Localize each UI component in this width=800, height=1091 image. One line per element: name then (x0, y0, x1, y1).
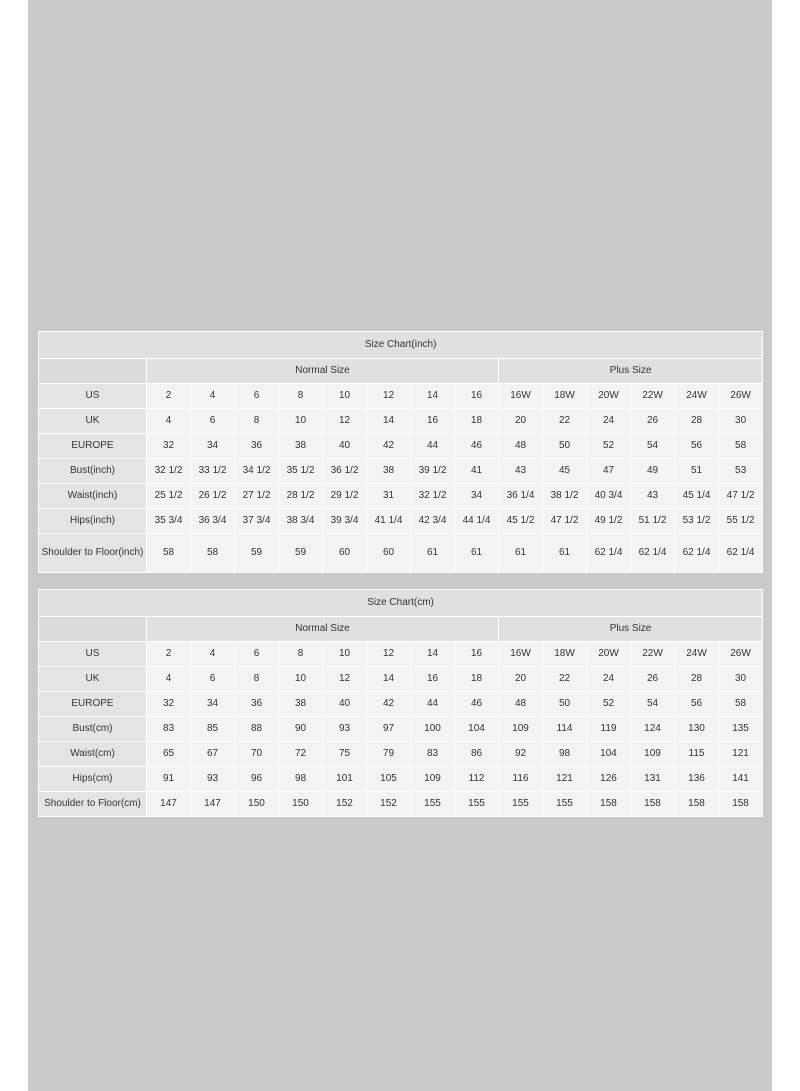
table-cell: 155 (455, 792, 499, 817)
table-cell: 28 (675, 667, 719, 692)
table-row (39, 484, 763, 509)
group-header: Plus Size (499, 359, 763, 384)
table-cell: 12 (367, 642, 411, 667)
table-cell: 54 (631, 692, 675, 717)
table-cell: 40 (323, 434, 367, 459)
table-cell: 44 (411, 434, 455, 459)
table-cell: 56 (675, 434, 719, 459)
row-label: US (39, 384, 147, 409)
table-cell: 8 (235, 667, 279, 692)
table-cell: 104 (587, 742, 631, 767)
table-cell: 51 (675, 459, 719, 484)
table-cell: 46 (455, 434, 499, 459)
row-label: Waist(inch) (39, 484, 147, 509)
table-row (39, 434, 763, 459)
table-cell: 93 (191, 767, 235, 792)
table-cell: 86 (455, 742, 499, 767)
table-cell: 16 (455, 384, 499, 409)
table-cell: 16W (499, 642, 543, 667)
table-cell: 39 1/2 (411, 459, 455, 484)
table-cell: 43 (499, 459, 543, 484)
group-header: Normal Size (147, 359, 499, 384)
table-cell: 83 (411, 742, 455, 767)
table-cell: 109 (411, 767, 455, 792)
table-cell: 97 (367, 717, 411, 742)
table-cell: 83 (147, 717, 191, 742)
table-cell: 34 (191, 434, 235, 459)
table-cell: 27 1/2 (235, 484, 279, 509)
table-cell: 10 (279, 409, 323, 434)
table-cell: 8 (279, 384, 323, 409)
table-cell: 136 (675, 767, 719, 792)
table-cell: 155 (499, 792, 543, 817)
table-cell: 93 (323, 717, 367, 742)
table-cell: 35 3/4 (147, 509, 191, 534)
group-header: Normal Size (147, 617, 499, 642)
table-cell: 6 (191, 409, 235, 434)
table-cell: 32 1/2 (147, 459, 191, 484)
table-cell: 52 (587, 434, 631, 459)
table-row (39, 384, 763, 409)
table-cell: 104 (455, 717, 499, 742)
table-row (39, 692, 763, 717)
table-cell: 105 (367, 767, 411, 792)
table-cell: 75 (323, 742, 367, 767)
size-chart-table (38, 331, 763, 573)
size-chart-table (38, 589, 763, 817)
table-cell: 38 (279, 434, 323, 459)
table-row (39, 409, 763, 434)
table-cell: 16 (411, 409, 455, 434)
table-cell: 46 (455, 692, 499, 717)
table-cell: 36 1/2 (323, 459, 367, 484)
group-header: Plus Size (499, 617, 763, 642)
table-cell: 20W (587, 642, 631, 667)
table-cell: 109 (499, 717, 543, 742)
table-cell: 10 (323, 642, 367, 667)
table-cell: 6 (191, 667, 235, 692)
table-cell: 22W (631, 642, 675, 667)
table-cell: 30 (719, 667, 763, 692)
table-cell: 53 1/2 (675, 509, 719, 534)
row-label: EUROPE (39, 692, 147, 717)
table-cell: 35 1/2 (279, 459, 323, 484)
table-cell: 4 (191, 642, 235, 667)
table-cell: 12 (367, 384, 411, 409)
table-cell: 36 1/4 (499, 484, 543, 509)
table-cell: 26 (631, 667, 675, 692)
table-cell: 67 (191, 742, 235, 767)
table-cell: 48 (499, 692, 543, 717)
table-cell: 40 (323, 692, 367, 717)
group-header-blank (39, 359, 147, 384)
table-cell: 47 (587, 459, 631, 484)
table-cell: 158 (719, 792, 763, 817)
table-cell: 38 3/4 (279, 509, 323, 534)
table-cell: 8 (235, 409, 279, 434)
table-cell: 16 (455, 642, 499, 667)
table-cell: 32 1/2 (411, 484, 455, 509)
row-label: Bust(cm) (39, 717, 147, 742)
table-cell: 135 (719, 717, 763, 742)
chart-gap (38, 573, 762, 589)
table-cell: 36 (235, 434, 279, 459)
table-cell: 62 1/4 (587, 534, 631, 573)
chart-title-row (39, 590, 763, 617)
table-cell: 25 1/2 (147, 484, 191, 509)
table-cell: 22 (543, 409, 587, 434)
table-cell: 42 (367, 434, 411, 459)
row-label: Bust(inch) (39, 459, 147, 484)
table-cell: 155 (411, 792, 455, 817)
table-cell: 45 1/2 (499, 509, 543, 534)
table-cell: 14 (411, 384, 455, 409)
table-cell: 44 1/4 (455, 509, 499, 534)
table-cell: 124 (631, 717, 675, 742)
table-cell: 18W (543, 642, 587, 667)
table-cell: 30 (719, 409, 763, 434)
size-chart-container (38, 331, 762, 817)
table-cell: 58 (719, 692, 763, 717)
table-cell: 96 (235, 767, 279, 792)
chart-group-header-row (39, 617, 763, 642)
table-cell: 49 1/2 (587, 509, 631, 534)
chart-title: Size Chart(inch) (39, 332, 763, 359)
row-label: EUROPE (39, 434, 147, 459)
table-cell: 92 (499, 742, 543, 767)
table-cell: 42 3/4 (411, 509, 455, 534)
chart-group-header-row (39, 359, 763, 384)
table-cell: 40 3/4 (587, 484, 631, 509)
table-cell: 115 (675, 742, 719, 767)
table-cell: 36 (235, 692, 279, 717)
table-cell: 12 (323, 409, 367, 434)
table-row (39, 534, 763, 573)
table-row (39, 642, 763, 667)
table-cell: 24 (587, 667, 631, 692)
table-cell: 4 (191, 384, 235, 409)
table-cell: 85 (191, 717, 235, 742)
table-cell: 158 (631, 792, 675, 817)
table-cell: 55 1/2 (719, 509, 763, 534)
table-cell: 45 (543, 459, 587, 484)
table-cell: 58 (191, 534, 235, 573)
row-label: Waist(cm) (39, 742, 147, 767)
table-cell: 2 (147, 384, 191, 409)
table-row (39, 509, 763, 534)
table-cell: 72 (279, 742, 323, 767)
table-cell: 33 1/2 (191, 459, 235, 484)
table-cell: 38 (367, 459, 411, 484)
table-cell: 18W (543, 384, 587, 409)
table-cell: 24 (587, 409, 631, 434)
table-cell: 141 (719, 767, 763, 792)
table-cell: 98 (279, 767, 323, 792)
table-cell: 155 (543, 792, 587, 817)
table-cell: 48 (499, 434, 543, 459)
table-cell: 26W (719, 384, 763, 409)
table-cell: 61 (455, 534, 499, 573)
table-cell: 2 (147, 642, 191, 667)
table-cell: 88 (235, 717, 279, 742)
table-cell: 53 (719, 459, 763, 484)
table-cell: 45 1/4 (675, 484, 719, 509)
table-cell: 147 (191, 792, 235, 817)
table-cell: 22 (543, 667, 587, 692)
table-cell: 50 (543, 692, 587, 717)
table-cell: 150 (279, 792, 323, 817)
table-cell: 61 (499, 534, 543, 573)
table-cell: 28 1/2 (279, 484, 323, 509)
table-cell: 147 (147, 792, 191, 817)
group-header-blank (39, 617, 147, 642)
table-cell: 39 3/4 (323, 509, 367, 534)
table-cell: 41 (455, 459, 499, 484)
table-cell: 52 (587, 692, 631, 717)
table-cell: 100 (411, 717, 455, 742)
row-label: Hips(inch) (39, 509, 147, 534)
table-cell: 36 3/4 (191, 509, 235, 534)
table-cell: 61 (543, 534, 587, 573)
table-row (39, 792, 763, 817)
table-cell: 56 (675, 692, 719, 717)
table-cell: 44 (411, 692, 455, 717)
table-cell: 34 1/2 (235, 459, 279, 484)
table-cell: 22W (631, 384, 675, 409)
table-cell: 18 (455, 667, 499, 692)
table-cell: 38 (279, 692, 323, 717)
row-label: Hips(cm) (39, 767, 147, 792)
table-cell: 41 1/4 (367, 509, 411, 534)
table-cell: 131 (631, 767, 675, 792)
table-cell: 31 (367, 484, 411, 509)
table-cell: 37 3/4 (235, 509, 279, 534)
table-cell: 59 (235, 534, 279, 573)
table-cell: 62 1/4 (631, 534, 675, 573)
row-label: US (39, 642, 147, 667)
table-cell: 158 (675, 792, 719, 817)
table-cell: 101 (323, 767, 367, 792)
table-cell: 4 (147, 667, 191, 692)
table-cell: 60 (367, 534, 411, 573)
table-cell: 119 (587, 717, 631, 742)
table-cell: 24W (675, 642, 719, 667)
chart-title: Size Chart(cm) (39, 590, 763, 617)
table-cell: 90 (279, 717, 323, 742)
table-cell: 29 1/2 (323, 484, 367, 509)
table-cell: 121 (543, 767, 587, 792)
table-cell: 16 (411, 667, 455, 692)
table-cell: 18 (455, 409, 499, 434)
table-cell: 158 (587, 792, 631, 817)
table-cell: 112 (455, 767, 499, 792)
table-cell: 24W (675, 384, 719, 409)
table-cell: 12 (323, 667, 367, 692)
row-label: UK (39, 667, 147, 692)
table-cell: 42 (367, 692, 411, 717)
table-cell: 34 (455, 484, 499, 509)
table-cell: 20 (499, 667, 543, 692)
table-cell: 14 (367, 409, 411, 434)
table-cell: 43 (631, 484, 675, 509)
row-label: Shoulder to Floor(cm) (39, 792, 147, 817)
table-row (39, 742, 763, 767)
table-cell: 8 (279, 642, 323, 667)
table-cell: 26 (631, 409, 675, 434)
table-cell: 6 (235, 384, 279, 409)
table-cell: 10 (279, 667, 323, 692)
table-cell: 70 (235, 742, 279, 767)
table-cell: 109 (631, 742, 675, 767)
table-cell: 61 (411, 534, 455, 573)
table-cell: 32 (147, 434, 191, 459)
table-cell: 116 (499, 767, 543, 792)
table-cell: 62 1/4 (719, 534, 763, 573)
table-cell: 58 (719, 434, 763, 459)
table-cell: 20W (587, 384, 631, 409)
table-cell: 152 (367, 792, 411, 817)
table-cell: 60 (323, 534, 367, 573)
row-label: UK (39, 409, 147, 434)
table-cell: 26 1/2 (191, 484, 235, 509)
table-cell: 98 (543, 742, 587, 767)
table-cell: 10 (323, 384, 367, 409)
table-cell: 50 (543, 434, 587, 459)
table-cell: 6 (235, 642, 279, 667)
chart-title-row (39, 332, 763, 359)
table-cell: 51 1/2 (631, 509, 675, 534)
table-cell: 54 (631, 434, 675, 459)
table-cell: 150 (235, 792, 279, 817)
table-cell: 14 (367, 667, 411, 692)
table-cell: 152 (323, 792, 367, 817)
table-cell: 65 (147, 742, 191, 767)
table-cell: 58 (147, 534, 191, 573)
table-cell: 26W (719, 642, 763, 667)
table-cell: 91 (147, 767, 191, 792)
table-cell: 4 (147, 409, 191, 434)
table-cell: 14 (411, 642, 455, 667)
table-cell: 59 (279, 534, 323, 573)
table-cell: 79 (367, 742, 411, 767)
table-cell: 47 1/2 (543, 509, 587, 534)
table-cell: 34 (191, 692, 235, 717)
table-cell: 130 (675, 717, 719, 742)
row-label: Shoulder to Floor(inch) (39, 534, 147, 573)
table-cell: 62 1/4 (675, 534, 719, 573)
table-cell: 121 (719, 742, 763, 767)
table-cell: 114 (543, 717, 587, 742)
table-cell: 32 (147, 692, 191, 717)
table-cell: 126 (587, 767, 631, 792)
table-row (39, 667, 763, 692)
table-cell: 49 (631, 459, 675, 484)
table-row (39, 717, 763, 742)
table-row (39, 459, 763, 484)
table-cell: 47 1/2 (719, 484, 763, 509)
table-row (39, 767, 763, 792)
table-cell: 16W (499, 384, 543, 409)
table-cell: 20 (499, 409, 543, 434)
table-cell: 38 1/2 (543, 484, 587, 509)
table-cell: 28 (675, 409, 719, 434)
